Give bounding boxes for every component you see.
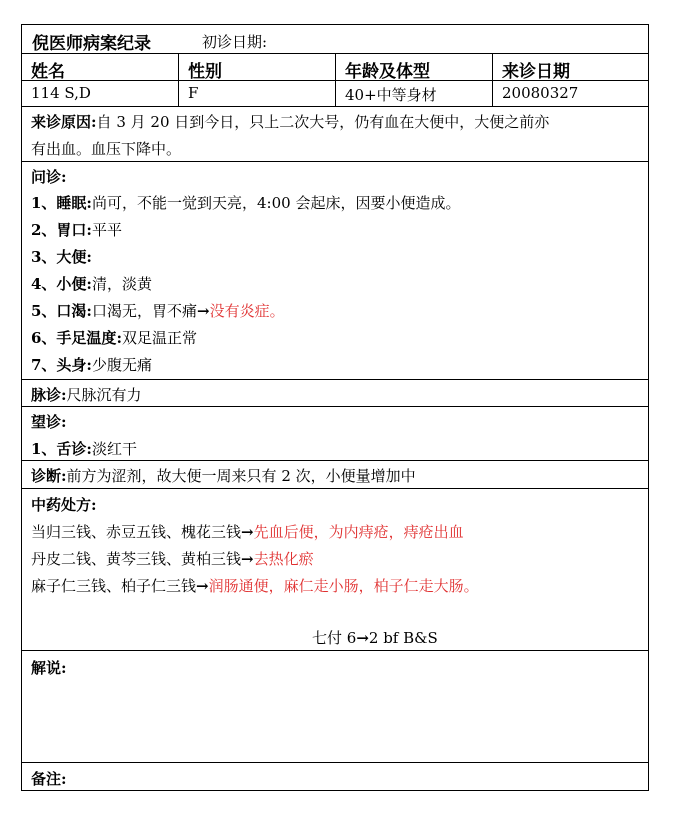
inquiry-label-appetite: 2、胃口: <box>31 221 92 239</box>
patient-value-age <box>335 80 493 107</box>
inquiry-label-sleep: 1、睡眠: <box>31 194 92 212</box>
inquiry-item <box>31 327 197 348</box>
reason-label: 来诊原因: <box>31 113 97 131</box>
header-age: 年龄及体型 <box>345 62 430 82</box>
inquiry-label-head-body: 7、头身: <box>31 356 92 374</box>
first-visit-date-label: 初诊日期: <box>202 33 268 51</box>
arrow-right-icon: → <box>356 629 369 647</box>
patient-value-name <box>21 80 179 107</box>
inquiry-item <box>31 246 92 267</box>
prescription-line <box>31 521 464 542</box>
value-name: 114 S,D <box>31 84 91 102</box>
arrow-right-icon: → <box>241 523 254 541</box>
value-age: 40+中等身材 <box>345 86 437 104</box>
herbs-note-1: 先血后便，为内痔疮，痔疮出血 <box>253 523 464 541</box>
inquiry-note-thirst: 没有炎症。 <box>209 302 285 320</box>
diagnosis-text: 前方为涩剂，故大便一周来只有 2 次，小便量增加中 <box>66 467 416 485</box>
tongue-text: 淡红干 <box>91 440 137 458</box>
dosage-line <box>312 627 438 648</box>
inquiry-item <box>31 192 460 213</box>
arrow-right-icon: → <box>196 577 209 595</box>
inquiry-section <box>21 161 649 380</box>
reason-line-1: 自 3 月 20 日到今日，只上二次大号，仍有血在大便中，大便之前亦 <box>96 113 550 131</box>
herbs-3: 麻子仁三钱、柏子仁三钱 <box>31 577 197 595</box>
reason-section <box>21 106 649 162</box>
remarks-label: 备注: <box>31 770 67 788</box>
inquiry-text-thirst: 口渴无，胃不痛 <box>91 302 197 320</box>
tongue-label: 1、舌诊: <box>31 440 92 458</box>
inquiry-label-urine: 4、小便: <box>31 275 92 293</box>
inquiry-label-stool: 3、大便: <box>31 248 92 266</box>
prescription-line <box>31 575 479 596</box>
explanation-section <box>21 650 649 763</box>
inquiry-item <box>31 300 285 321</box>
inquiry-item <box>31 354 152 375</box>
prescription-line <box>31 548 314 569</box>
herbs-1: 当归三钱、赤豆五钱、槐花三钱 <box>31 523 242 541</box>
inquiry-title: 问诊: <box>31 168 67 186</box>
value-sex: F <box>188 84 199 102</box>
inquiry-label-thirst: 5、口渴: <box>31 302 92 320</box>
patient-header-visit-date <box>492 53 649 81</box>
patient-header-sex <box>178 53 336 81</box>
inspection-section <box>21 406 649 461</box>
header-visit-date: 来诊日期 <box>502 62 570 82</box>
inquiry-text-head-body: 少腹无痛 <box>91 356 152 374</box>
inquiry-text-urine: 清，淡黄 <box>91 275 152 293</box>
inquiry-text-appetite: 平平 <box>91 221 122 239</box>
diagnosis-section <box>21 460 649 489</box>
remarks-section <box>21 762 649 791</box>
arrow-right-icon: → <box>241 550 254 568</box>
patient-value-visit-date <box>492 80 649 107</box>
prescription-title: 中药处方: <box>31 496 97 514</box>
pulse-text: 尺脉沉有力 <box>66 386 142 404</box>
inquiry-item <box>31 273 152 294</box>
value-visit-date: 20080327 <box>502 84 579 102</box>
pulse-label: 脉诊: <box>31 386 67 404</box>
arrow-right-icon: → <box>197 302 210 320</box>
header-name: 姓名 <box>31 62 65 82</box>
pulse-section <box>21 379 649 407</box>
herbs-2: 丹皮二钱、黄芩三钱、黄柏三钱 <box>31 550 242 568</box>
diagnosis-label: 诊断: <box>31 467 67 485</box>
reason-line-2: 有出血。血压下降中。 <box>31 140 182 158</box>
prescription-section <box>21 488 649 651</box>
patient-value-sex <box>178 80 336 107</box>
inquiry-text-temperature: 双足温正常 <box>121 329 197 347</box>
herbs-note-2: 去热化瘀 <box>253 550 314 568</box>
inquiry-text-sleep: 尚可，不能一觉到天亮，4:00 会起床，因要小便造成。 <box>91 194 461 212</box>
title-row <box>21 24 649 54</box>
patient-header-age <box>335 53 493 81</box>
header-sex: 性别 <box>188 62 222 82</box>
dosage-instruction: 2 bf B&S <box>368 629 438 647</box>
dosage-count: 七付 6 <box>312 629 357 647</box>
inquiry-item <box>31 219 122 240</box>
patient-header-name <box>21 53 179 81</box>
form-title: 倪医师病案纪录 <box>32 34 151 54</box>
inspection-title: 望诊: <box>31 413 67 431</box>
herbs-note-3: 润肠通便，麻仁走小肠，柏子仁走大肠。 <box>208 577 479 595</box>
explanation-label: 解说: <box>31 659 67 677</box>
inquiry-label-temperature: 6、手足温度: <box>31 329 122 347</box>
